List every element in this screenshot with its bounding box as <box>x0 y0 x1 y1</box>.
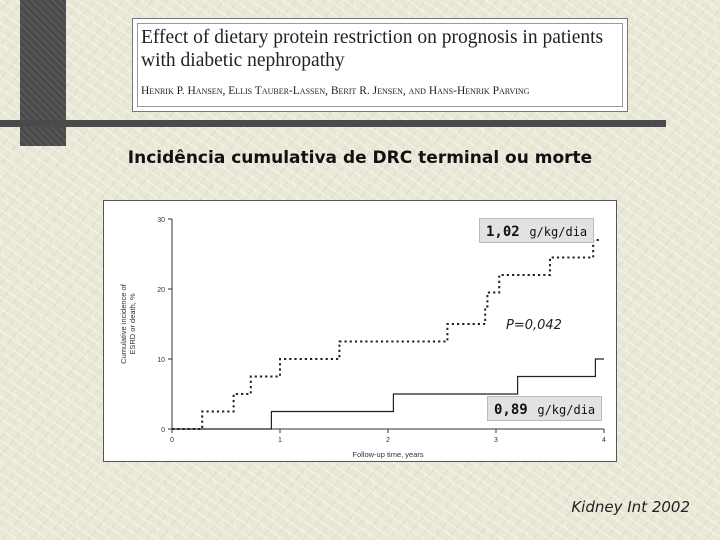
y-axis-label: Cumulative incidence ofESRD or death, % <box>119 284 137 364</box>
y-tick-label: 30 <box>157 217 165 224</box>
label-low-protein-value: 0,89 <box>494 402 528 418</box>
label-high-protein <box>479 218 594 243</box>
paper-header <box>132 18 628 112</box>
slide-title: Incidência cumulativa de DRC terminal ou morte <box>127 148 593 168</box>
paper-authors: Henrik P. Hansen, Ellis Tauber-Lassen, Berit R. Jensen, and Hans-Henrik Parving <box>141 85 530 97</box>
y-tick-label: 20 <box>157 287 165 294</box>
x-axis-label: Follow-up time, years <box>352 450 424 459</box>
y-tick-label: 10 <box>157 357 165 364</box>
horizontal-rule <box>0 120 666 127</box>
label-low-protein-unit: g/kg/dia <box>537 403 596 417</box>
x-tick-label: 3 <box>494 437 498 444</box>
x-tick-label: 0 <box>170 437 174 444</box>
x-tick-label: 2 <box>386 437 390 444</box>
x-tick-label: 4 <box>602 437 606 444</box>
y-tick-label: 0 <box>161 427 165 434</box>
label-high-protein-unit: g/kg/dia <box>529 225 588 239</box>
paper-title: Effect of dietary protein restriction on prognosis in patients with diabetic nephropathy <box>141 27 604 71</box>
label-high-protein-value: 1,02 <box>486 224 520 240</box>
x-tick-label: 1 <box>278 437 282 444</box>
citation: Kidney Int 2002 <box>571 498 690 516</box>
p-value-label: P=0,042 <box>506 318 562 333</box>
label-low-protein <box>487 396 602 421</box>
